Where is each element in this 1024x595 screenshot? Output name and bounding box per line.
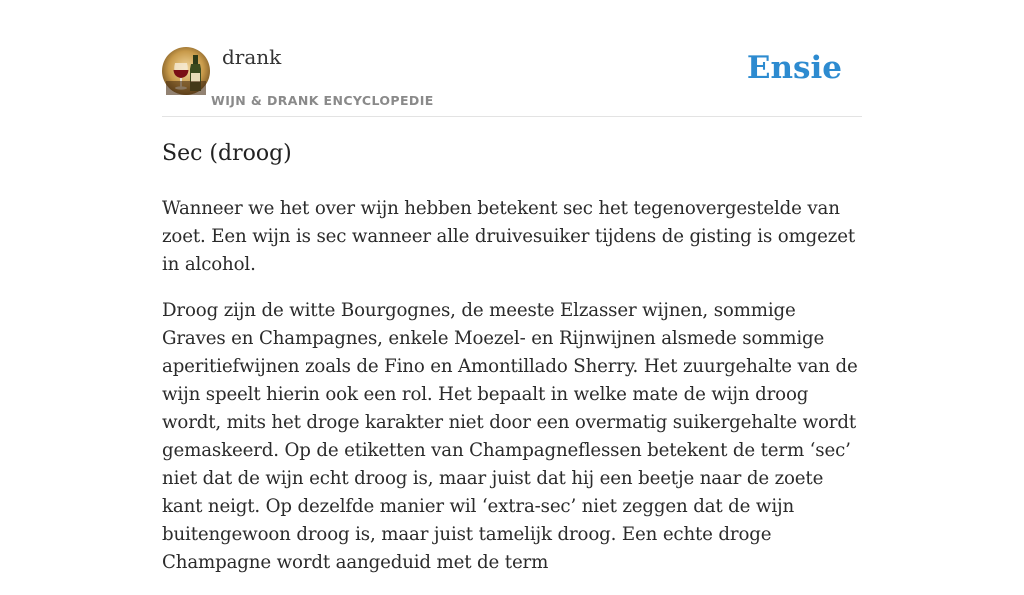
ensie-logo-link[interactable]: Ensie	[746, 50, 842, 86]
article-paragraph: Wanneer we het over wijn hebben betekent sec het tegenovergestelde van zoet. Een wijn is sec wanneer alle druivesuiker tijdens de gisting is omgezet in alcohol.	[162, 198, 855, 275]
category-avatar[interactable]	[162, 47, 210, 95]
site-subtitle: WIJN & DRANK ENCYCLOPEDIE	[211, 93, 434, 108]
article-paragraph: Droog zijn de witte Bourgognes, de meeste Elzasser wijnen, sommige Graves en Champagnes, enkele Moezel- en Rijnwijnen alsmede sommige aperitiefwijnen zoals de Fino en Amontillado Sherry. Het zuurgehalte van de wijn speelt hierin ook een rol. Het bepaalt in welke mate de wijn droog wordt, mits het droge karakter niet door een overmatig suikergehalte wordt gemaskeerd. Op de etiketten van Champagneflessen betekent de term ‘sec’ niet dat de wijn echt droog is, maar juist dat hij een beetje naar de zoete kant neigt. Op dezelfde manier wil ‘extra-sec’ niet zeggen dat de wijn buitengewoon droog is, maar juist tamelijk droog. Een echte droge Champagne wordt aangeduid met de term	[162, 300, 858, 573]
article-title: Sec (droog)	[162, 141, 292, 166]
wine-glass-icon	[162, 47, 210, 95]
header	[162, 0, 862, 117]
site-name-link[interactable]: drank	[222, 45, 282, 69]
article	[162, 138, 862, 595]
